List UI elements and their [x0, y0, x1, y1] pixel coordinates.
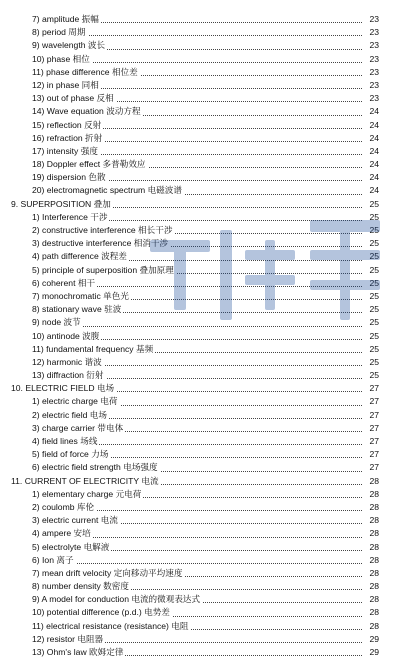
toc-page-number: 23	[363, 39, 379, 52]
toc-entry	[0, 567, 416, 580]
toc-entry-title: 10) potential difference (p.d.) 电势差	[32, 606, 172, 619]
toc-entry-title: 5) field of force 力场	[32, 448, 110, 461]
toc-entry	[0, 158, 416, 171]
toc-entry-title: 20) electromagnetic spectrum 电磁波谱	[32, 184, 184, 197]
toc-page-number: 24	[363, 132, 379, 145]
toc-entry-title: 6) Ion 离子	[32, 554, 76, 567]
toc-entry-title: 9) wavelength 波长	[32, 39, 107, 52]
toc-entry	[0, 514, 416, 527]
toc-entry-title: 2) constructive interference 相长干涉	[32, 224, 174, 237]
toc-section-heading	[0, 475, 416, 488]
toc-page-number: 23	[363, 53, 379, 66]
toc-entry-title: 13) diffraction 衍射	[32, 369, 106, 382]
toc-entry	[0, 369, 416, 382]
toc-entry-title: 13) Ohm's law 欧姆定律	[32, 646, 125, 659]
toc-page-number: 23	[363, 66, 379, 79]
toc-entry	[0, 303, 416, 316]
toc-page-number: 25	[363, 250, 379, 263]
toc-page-number: 23	[363, 26, 379, 39]
toc-entry-title: 12) harmonic 谐波	[32, 356, 104, 369]
toc-page-number: 28	[363, 475, 379, 488]
toc-entry	[0, 184, 416, 197]
toc-entry-title: 3) destructive interference 相消干涉	[32, 237, 170, 250]
toc-entry-title: 7) amplitude 振幅	[32, 13, 101, 26]
toc-entry-title: 6) electric field strength 电场强度	[32, 461, 160, 474]
toc-page-number: 28	[363, 606, 379, 619]
toc-entry-title: 4) path difference 波程差	[32, 250, 129, 263]
toc-entry	[0, 26, 416, 39]
toc-entry-title: 9. SUPERPOSITION 叠加	[11, 198, 113, 211]
toc-page-number: 25	[363, 277, 379, 290]
toc-entry	[0, 39, 416, 52]
toc-entry-title: 3) electric current 电流	[32, 514, 120, 527]
toc-entry-title: 2) electric field 电场	[32, 409, 109, 422]
toc-page-number: 25	[363, 211, 379, 224]
toc-page-number: 28	[363, 541, 379, 554]
toc-leader-dots	[32, 563, 376, 564]
toc-entry-title: 1) elementary charge 元电荷	[32, 488, 143, 501]
toc-entry	[0, 422, 416, 435]
toc-entry	[0, 356, 416, 369]
toc-page-number: 27	[363, 435, 379, 448]
toc-page-number: 23	[363, 92, 379, 105]
toc-entry	[0, 250, 416, 263]
toc-entry	[0, 395, 416, 408]
toc-entry	[0, 277, 416, 290]
toc-entry	[0, 580, 416, 593]
toc-entry-title: 15) reflection 反射	[32, 119, 103, 132]
toc-entry	[0, 646, 416, 659]
toc-entry-title: 9) A model for conduction 电流的微观表达式	[32, 593, 202, 606]
toc-leader-dots	[32, 326, 376, 327]
toc-entry	[0, 211, 416, 224]
toc-page-number: 28	[363, 593, 379, 606]
toc-entry-title: 3) charge carrier 带电体	[32, 422, 125, 435]
toc-entry-title: 11. CURRENT OF ELECTRICITY 电流	[11, 475, 161, 488]
toc-entry	[0, 224, 416, 237]
toc-page-number: 27	[363, 461, 379, 474]
toc-section-heading	[0, 198, 416, 211]
toc-entry	[0, 488, 416, 501]
toc-page-number: 25	[363, 264, 379, 277]
toc-page-number: 24	[363, 184, 379, 197]
toc-entry-title: 8) stationary wave 驻波	[32, 303, 123, 316]
toc-entry	[0, 264, 416, 277]
toc-page-number: 29	[363, 646, 379, 659]
toc-page-number: 25	[363, 316, 379, 329]
toc-page-number: 24	[363, 119, 379, 132]
toc-entry-title: 12) resistor 电阻器	[32, 633, 105, 646]
toc-entry	[0, 620, 416, 633]
toc-entry	[0, 119, 416, 132]
toc-entry-title: 2) coulomb 库伦	[32, 501, 96, 514]
toc-page-number: 28	[363, 514, 379, 527]
toc-entry-title: 12) in phase 同相	[32, 79, 101, 92]
toc-entry-title: 7) monochromatic 单色光	[32, 290, 131, 303]
toc-entry	[0, 606, 416, 619]
toc-page-number: 25	[363, 237, 379, 250]
toc-page-number: 25	[363, 198, 379, 211]
toc-page-number: 23	[363, 13, 379, 26]
toc-entry-title: 5) electrolyte 电解液	[32, 541, 111, 554]
toc-entry	[0, 633, 416, 646]
toc-page-number: 25	[363, 330, 379, 343]
toc-page-number: 28	[363, 527, 379, 540]
toc-entry	[0, 79, 416, 92]
toc-page-number: 24	[363, 105, 379, 118]
toc-entry-title: 18) Doppler effect 多普勒效应	[32, 158, 148, 171]
toc-entry-title: 13) out of phase 反相	[32, 92, 116, 105]
toc-page-number: 25	[363, 303, 379, 316]
toc-entry-title: 4) field lines 场线	[32, 435, 99, 448]
toc-entry	[0, 237, 416, 250]
toc-page-number: 24	[363, 171, 379, 184]
toc-page-number: 28	[363, 501, 379, 514]
toc-page-number: 27	[363, 422, 379, 435]
toc-entry	[0, 53, 416, 66]
toc-entry	[0, 541, 416, 554]
toc-entry-title: 11) phase difference 相位差	[32, 66, 140, 79]
toc-entry	[0, 501, 416, 514]
toc-entry	[0, 448, 416, 461]
toc-entry	[0, 554, 416, 567]
toc-entry	[0, 290, 416, 303]
toc-entry	[0, 593, 416, 606]
toc-page-number: 27	[363, 395, 379, 408]
toc-page-number: 25	[363, 356, 379, 369]
toc-page-number: 25	[363, 290, 379, 303]
toc-page-number: 29	[363, 633, 379, 646]
toc-entry	[0, 92, 416, 105]
toc-entry	[0, 171, 416, 184]
toc-entry-title: 8) number density 数密度	[32, 580, 131, 593]
toc-entry	[0, 409, 416, 422]
toc-entry	[0, 435, 416, 448]
toc-page-number: 25	[363, 224, 379, 237]
toc-entry-title: 11) fundamental frequency 基频	[32, 343, 155, 356]
toc-entry-title: 10) phase 相位	[32, 53, 92, 66]
toc-page-number: 24	[363, 158, 379, 171]
toc-entry-title: 14) Wave equation 波动方程	[32, 105, 143, 118]
toc-entry	[0, 13, 416, 26]
toc-page-number: 28	[363, 580, 379, 593]
table-of-contents	[0, 13, 416, 659]
toc-entry	[0, 461, 416, 474]
toc-page-number: 28	[363, 488, 379, 501]
toc-entry-title: 7) mean drift velocity 定向移动平均速度	[32, 567, 184, 580]
toc-page-number: 28	[363, 620, 379, 633]
toc-entry-title: 19) dispersion 色散	[32, 171, 108, 184]
toc-entry	[0, 330, 416, 343]
toc-entry-title: 17) intensity 强度	[32, 145, 100, 158]
toc-page-number: 27	[363, 448, 379, 461]
toc-entry	[0, 145, 416, 158]
toc-entry	[0, 527, 416, 540]
toc-entry-title: 1) electric charge 电荷	[32, 395, 120, 408]
toc-entry-title: 5) principle of superposition 叠加原理	[32, 264, 176, 277]
toc-entry-title: 1) Interference 干涉	[32, 211, 109, 224]
toc-page-number: 24	[363, 145, 379, 158]
toc-entry	[0, 105, 416, 118]
toc-entry-title: 4) ampere 安培	[32, 527, 93, 540]
toc-page-number: 27	[363, 409, 379, 422]
toc-section-heading	[0, 382, 416, 395]
toc-entry	[0, 343, 416, 356]
toc-page-number: 23	[363, 79, 379, 92]
toc-entry	[0, 66, 416, 79]
toc-page-number: 27	[363, 382, 379, 395]
toc-page-number: 28	[363, 554, 379, 567]
toc-entry	[0, 316, 416, 329]
toc-entry-title: 10. ELECTRIC FIELD 电场	[11, 382, 116, 395]
toc-entry-title: 16) refraction 折射	[32, 132, 104, 145]
toc-entry-title: 8) period 周期	[32, 26, 88, 39]
toc-page-number: 25	[363, 343, 379, 356]
toc-entry-title: 6) coherent 相干	[32, 277, 97, 290]
toc-entry-title: 11) electrical resistance (resistance) 电阻	[32, 620, 191, 633]
toc-entry-title: 9) node 波节	[32, 316, 83, 329]
toc-entry-title: 10) antinode 波腹	[32, 330, 101, 343]
toc-page-number: 28	[363, 567, 379, 580]
toc-page-number: 25	[363, 369, 379, 382]
toc-entry	[0, 132, 416, 145]
